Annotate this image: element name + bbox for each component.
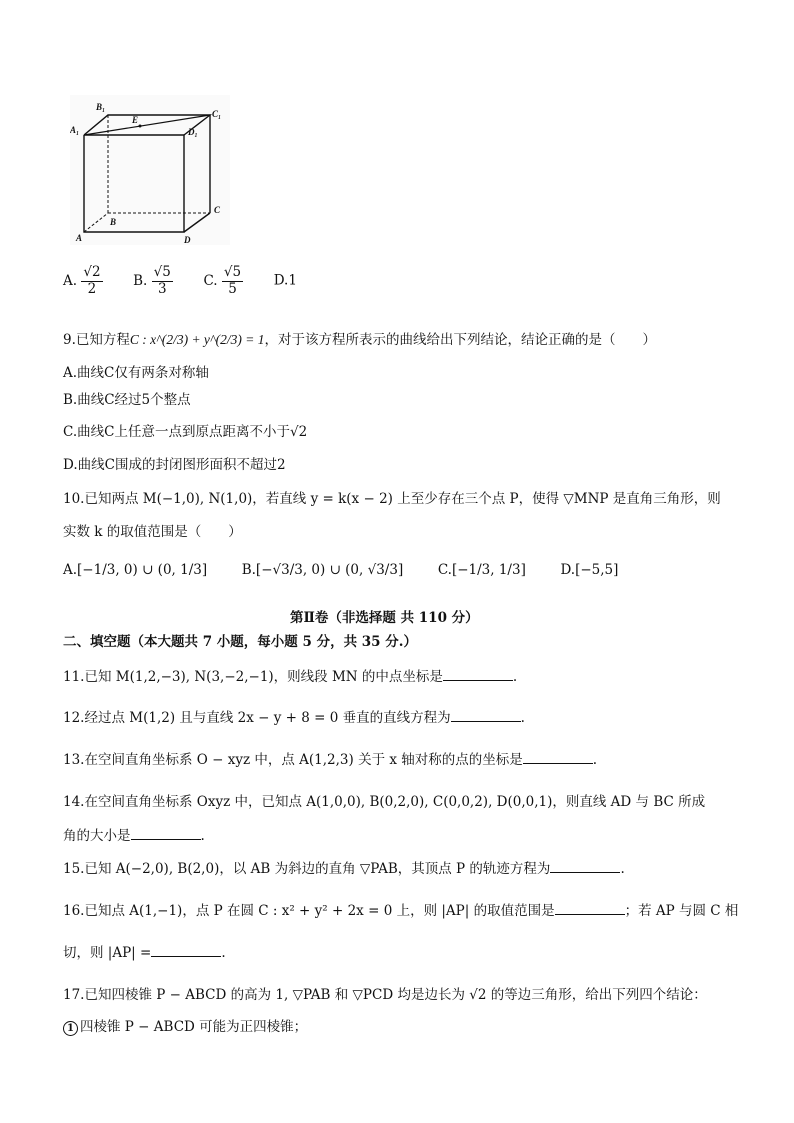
q8-option-c: C. $\frac{√5}{5}$ — [203, 264, 242, 297]
q9-stem: 9.已知方程C : x^(2/3) + y^(2/3) = 1，对于该方程所表示的曲线给出下列结论，结论正确的是（ ） — [63, 332, 656, 348]
q8-options — [63, 265, 297, 297]
q12-blank[interactable] — [451, 709, 521, 722]
label-a: A — [76, 233, 83, 243]
circled-number-1: 1 — [63, 1021, 78, 1036]
label-b1: B₁ — [96, 102, 106, 112]
q8-option-b: B. $\frac{√5}{3}$ — [133, 264, 171, 297]
q8-option-d: D.1 — [273, 272, 297, 289]
q11-blank[interactable] — [443, 668, 513, 681]
q16-blank-1[interactable] — [555, 902, 625, 915]
q10-option-d: D.[−5,5] — [560, 562, 619, 578]
cube-figure — [70, 95, 230, 245]
q9-option-c: C.曲线C上任意一点到原点距离不小于√2 — [63, 424, 308, 440]
q14-blank[interactable] — [131, 827, 201, 840]
point-e — [139, 125, 142, 128]
part2-title: 第Ⅱ卷（非选择题 共 110 分） — [290, 610, 479, 626]
label-c1: C₁ — [212, 109, 222, 119]
q16-blank-2[interactable] — [151, 944, 221, 957]
q17-line1: 17.已知四棱锥 P − ABCD 的高为 1, ▽PAB 和 ▽PCD 均是边长为 √2 的等边三角形，给出下列四个结论： — [63, 987, 707, 1003]
q13: 13.在空间直角坐标系 O − xyz 中，点 A(1,2,3) 关于 x 轴对称的点的坐标是 . — [63, 752, 598, 768]
label-b: B — [110, 217, 117, 227]
q10-line2: 实数 k 的取值范围是（ ） — [63, 524, 242, 540]
q12: 12.经过点 M(1,2) 且与直线 2x − y + 8 = 0 垂直的直线方程为 . — [63, 710, 525, 726]
q17-item1: 1 四棱锥 P − ABCD 可能为正四棱锥； — [63, 1015, 307, 1036]
q8-option-a: A. $\frac{√2}{2}$ — [63, 264, 101, 297]
section2-heading: 二、填空题（本大题共 7 小题，每小题 5 分，共 35 分.） — [63, 634, 417, 650]
q9-option-b: B.曲线C经过5个整点 — [63, 392, 191, 408]
q13-blank[interactable] — [523, 751, 593, 764]
q14-line2: 角的大小是 . — [63, 828, 205, 844]
q16-line1: 16.已知点 A(1,−1)，点 P 在圆 C : x² + y² + 2x = 0 上，则 |AP| 的取值范围是 ；若 AP 与圆 C 相 — [63, 903, 739, 919]
q10-option-a: A.[−1/3, 0) ∪ (0, 1/3] — [63, 562, 208, 578]
q10-options — [63, 562, 618, 578]
q10-line1: 10.已知两点 M(−1,0), N(1,0)，若直线 y = k(x − 2) 上至少存在三个点 P，使得 ▽MNP 是直角三角形，则 — [63, 491, 721, 507]
q14-line1: 14.在空间直角坐标系 Oxyz 中，已知点 A(1,0,0), B(0,2,0), C(0,0,2), D(0,0,1)，则直线 AD 与 BC 所成 — [63, 794, 706, 810]
q15-blank[interactable] — [550, 860, 620, 873]
q11: 11.已知 M(1,2,−3), N(3,−2,−1)，则线段 MN 的中点坐标是 . — [63, 669, 518, 685]
label-a1: A₁ — [70, 125, 80, 135]
label-e: E — [132, 115, 139, 125]
label-d1: D₁ — [188, 127, 198, 137]
q9-option-a: A.曲线C仅有两条对称轴 — [63, 365, 209, 381]
q10-option-c: C.[−1/3, 1/3] — [437, 562, 526, 578]
q9-option-d: D.曲线C围成的封闭图形面积不超过2 — [63, 457, 286, 473]
label-d: D — [184, 235, 191, 245]
q16-line2: 切，则 |AP| = . — [63, 945, 226, 961]
q15: 15.已知 A(−2,0), B(2,0)，以 AB 为斜边的直角 ▽PAB，其顶点 P 的轨迹方程为 . — [63, 861, 625, 877]
label-c: C — [214, 205, 221, 215]
q10-option-b: B.[−√3/3, 0) ∪ (0, √3/3] — [241, 562, 404, 578]
